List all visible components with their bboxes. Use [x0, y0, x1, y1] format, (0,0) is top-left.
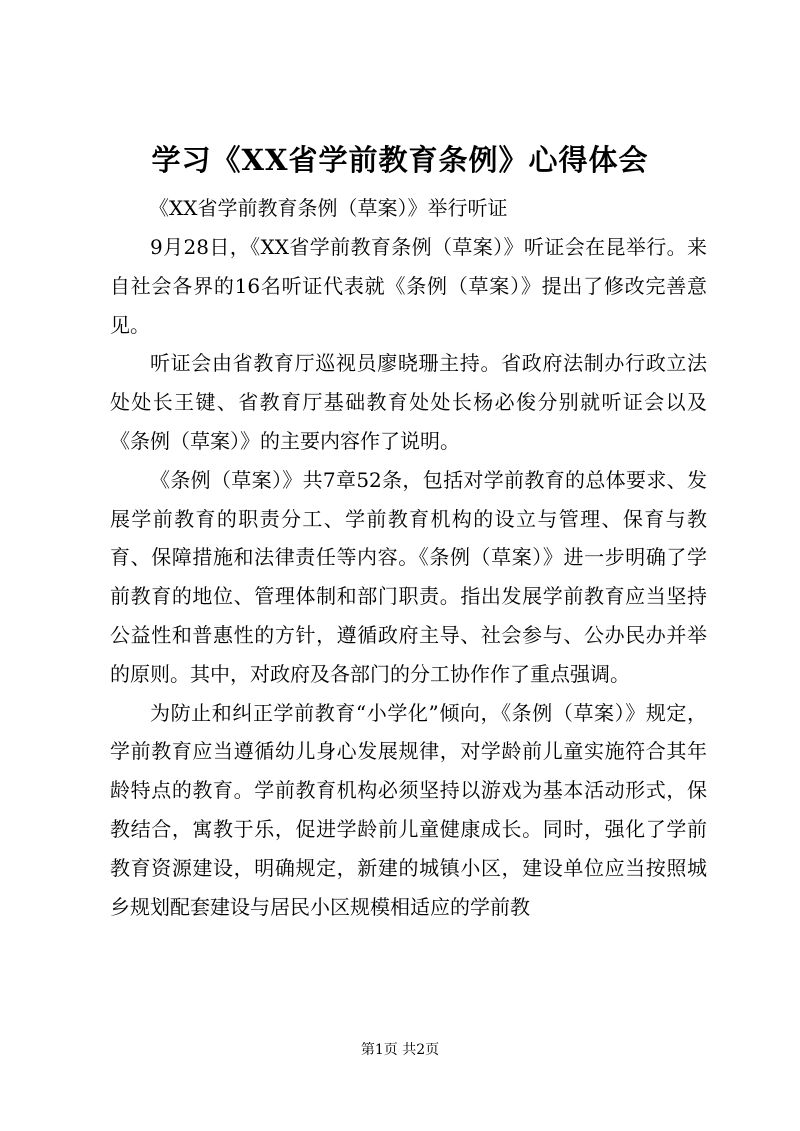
paragraph-prevention: 为防止和纠正学前教育“小学化”倾向，《条例（草案）》规定，学前教育应当遵循幼儿身心发展规律，对学龄前儿童实施符合其年龄特点的教育。学前教育机构必须坚持以游戏为基本活动形式，保教结合，寓教于乐，促进学龄前儿童健康成长。同时，强化了学前教育资源建设，明确规定，新建的城镇小区，建设单位应当按照城乡规划配套建设与居民小区规模相适应的学前教 [110, 700, 707, 919]
document-title: 学习《XX省学前教育条例》心得体会 [151, 143, 649, 177]
paragraph-hearing: 9月28日，《XX省学前教育条例（草案）》听证会在昆举行。来自社会各界的16名听证代表就《条例（草案）》提出了修改完善意见。 [110, 235, 707, 337]
paragraph-contents: 《条例（草案）》共7章52条，包括对学前教育的总体要求、发展学前教育的职责分工、学前教育机构的设立与管理、保育与教育、保障措施和法律责任等内容。《条例（草案）》进一步明确了学前教育的地位、管理体制和部门职责。指出发展学前教育应当坚持公益性和普惠性的方针，遵循政府主导、社会参与、公办民办并举的原则。其中，对政府及各部门的分工协作作了重点强调。 [110, 467, 707, 686]
paragraph-host: 听证会由省教育厅巡视员廖晓珊主持。省政府法制办行政立法处处长王键、省教育厅基础教育处处长杨必俊分别就听证会以及《条例（草案）》的主要内容作了说明。 [110, 351, 707, 453]
page-number-footer: 第1页 共2页 [360, 1042, 440, 1058]
document-body [110, 228, 707, 926]
document-subtitle: 《XX省学前教育条例（草案）》举行听证 [149, 196, 508, 220]
